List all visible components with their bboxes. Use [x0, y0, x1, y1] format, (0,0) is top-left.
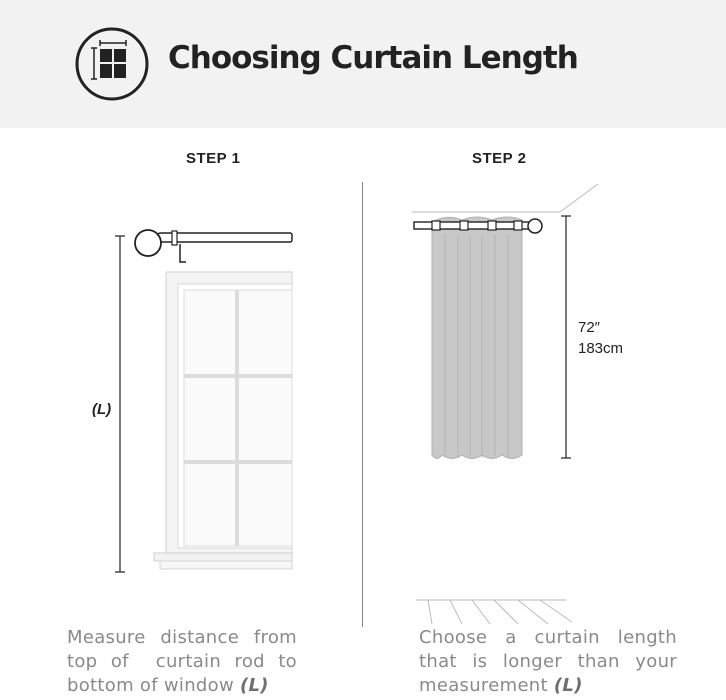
step2-caption-text3: measurement: [419, 675, 554, 696]
step1-caption-emph: (L): [240, 675, 269, 696]
step2-caption: [419, 626, 677, 698]
step1-caption: [67, 626, 297, 698]
step2-floor: [416, 600, 572, 624]
step2-caption-emph: (L): [553, 675, 583, 696]
step2-curtain: [432, 217, 522, 459]
page-title: Choosing Curtain Length: [168, 40, 578, 76]
step2-caption-line1: Choose a curtain length: [419, 627, 677, 648]
step2-length-inches: 72″: [578, 319, 600, 336]
step1-label: STEP 1: [186, 150, 241, 167]
step1-window: [154, 272, 292, 569]
step1-caption-line2: top of curtain rod to: [67, 651, 297, 672]
step1-measure-label: (L): [92, 401, 112, 418]
step1-caption-text3: bottom of window: [67, 675, 241, 696]
step2-length-cm: 183cm: [578, 340, 624, 357]
step2-caption-line2: that is longer than your: [419, 651, 677, 672]
step2-measure-line: [561, 216, 571, 458]
step2-caption-line3: [419, 674, 677, 698]
step2-room-corner: [412, 184, 598, 212]
step1-caption-line1: Measure distance from: [67, 627, 297, 648]
step2-label: STEP 2: [472, 150, 527, 167]
step1-measure-line: [115, 236, 125, 572]
step1-curtain-rod: [135, 230, 292, 262]
step1-caption-line3: [67, 674, 297, 698]
